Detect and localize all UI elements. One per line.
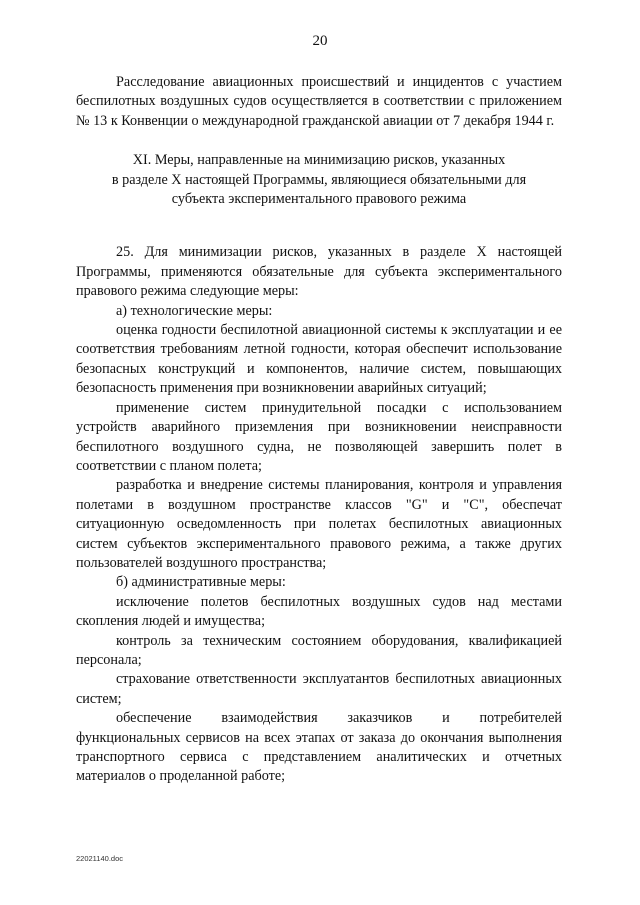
paragraph-technical-control: контроль за техническим состоянием оборудования, квалификацией персонала; [76,632,562,668]
section-heading-line-1: XI. Меры, направленные на минимизацию рисков, указанных [132,152,506,169]
subheading-administrative-measures: б) административные меры: [116,574,286,591]
paragraph-forced-landing-systems: применение систем принудительной посадки с использованием устройств аварийного приземления при возникновении неисправности беспилотного воздушного судна, не позволяющей завершить полет в соответствии с планом полета; [76,399,562,474]
paragraph-interaction: обеспечение взаимодействия заказчиков и потребителей функциональных сервисов на всех этапах от заказа до окончания выполнения транспортного сервиса с представлением аналитических и отчетных материалов о проделанной работе; [76,710,562,785]
paragraph-flight-exclusion: исключение полетов беспилотных воздушных судов над местами скопления людей и имущества; [76,593,562,630]
page-number: 20 [312,33,328,49]
paragraph-flight-planning-system: разработка и внедрение системы планирования, контроля и управления полетами в воздушном пространстве классов "G" и "C", обеспечат ситуационную осведомленность при полетах беспилотных авиационных систем субъектов экспериментального правового режима, а также других пользователей воздушного пространства; [76,477,562,571]
paragraph-airworthiness-assessment: оценка годности беспилотной авиационной системы к эксплуатации и ее соответствия требованиям летной годности, которая обеспечит использование безопасных конструкций и компонентов, наличие систем, повышающих безопасность применения при возникновении аварийных ситуаций; [76,322,562,397]
subheading-technological-measures: а) технологические меры: [116,302,273,319]
paragraph-25: 25. Для минимизации рисков, указанных в разделе X настоящей Программы, применяются обязательные для субъекта экспериментального правового режима следующие меры: [76,244,562,300]
document-body [76,73,562,787]
section-heading-line-2: в разделе X настоящей Программы, являющиеся обязательными для [111,171,527,188]
section-heading-line-3: субъекта экспериментального правового режима [171,191,467,208]
section-heading [76,151,562,209]
footer-doc-code: 22021140.doc [76,854,123,863]
paragraph-liability-insurance: страхование ответственности эксплуатантов беспилотных авиационных систем; [76,671,562,707]
intro-paragraph: Расследование авиационных происшествий и инцидентов с участием беспилотных воздушных судов осуществляется в соответствии с приложением № 13 к Конвенции о международной гражданской авиации от 7 декабря 1944 г. [76,74,562,129]
